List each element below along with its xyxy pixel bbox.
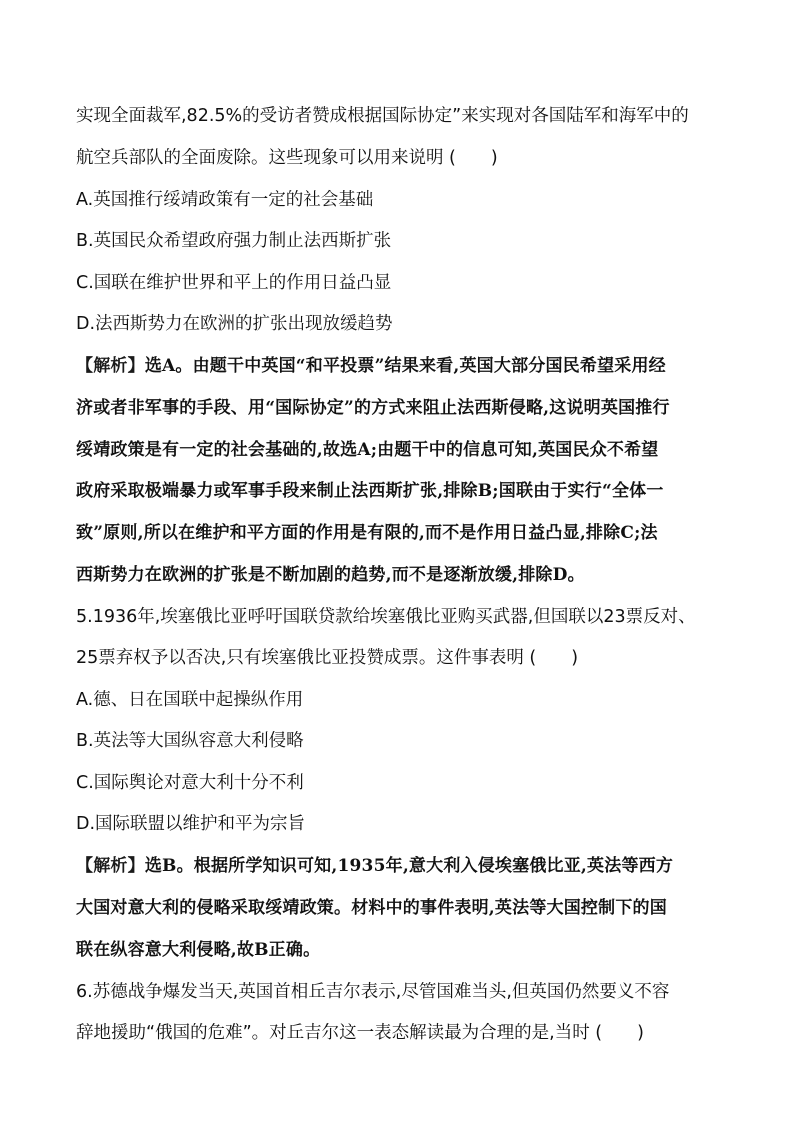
q4-option-a: A.英国推行绥靖政策有一定的社会基础 (76, 190, 374, 210)
q4-stem-line-2: 航空兵部队的全面废除。这些现象可以用来说明 ( ) (76, 148, 498, 168)
q5-stem-line-2: 25票弃权予以否决,只有埃塞俄比亚投赞成票。这件事表明 ( ) (76, 648, 579, 668)
q6-stem-line-1: 6.苏德战争爆发当天,英国首相丘吉尔表示,尽管国难当头,但英国仍然要义不容 (76, 982, 670, 1002)
q5-stem-line-1: 5.1936年,埃塞俄比亚呼吁国联贷款给埃塞俄比亚购买武器,但国联以23票反对、 (76, 607, 696, 627)
q4-option-d: D.法西斯势力在欧洲的扩张出现放缓趋势 (76, 314, 393, 334)
q4-analysis-label: 【解析】 (76, 356, 145, 376)
q5-analysis-line-1 (76, 854, 673, 878)
q4-analysis-line-5: 致”原则,所以在维护和平方面的作用是有限的,而不是作用日益凸显,排除C;法 (76, 523, 658, 543)
q4-analysis-line-6: 西斯势力在欧洲的扩张是不断加剧的趋势,而不是逐渐放缓,排除D。 (76, 565, 585, 585)
q4-analysis-line-2: 济或者非军事的手段、用“国际协定”的方式来阻止法西斯侵略,这说明英国推行 (76, 398, 670, 418)
q4-analysis-line-1 (76, 354, 666, 378)
q5-analysis-line-3: 联在纵容意大利侵略,故B正确。 (76, 940, 321, 960)
q5-analysis-text-1: 选B。根据所学知识可知,1935年,意大利入侵埃塞俄比亚,英法等西方 (144, 856, 674, 876)
q4-stem-line-1: 实现全面裁军,82.5%的受访者赞成根据国际协定”来实现对各国陆军和海军中的 (76, 106, 689, 126)
q4-analysis-text-1: 选A。由题干中英国“和平投票”结果来看,英国大部分国民希望采用经 (144, 356, 666, 376)
q4-analysis-line-4: 政府采取极端暴力或军事手段来制止法西斯扩张,排除B;国联由于实行“全体一 (76, 481, 664, 501)
q4-option-b: B.英国民众希望政府强力制止法西斯扩张 (76, 231, 392, 251)
q5-analysis-line-2: 大国对意大利的侵略采取绥靖政策。材料中的事件表明,英法等大国控制下的国 (76, 898, 667, 918)
q5-option-d: D.国际联盟以维护和平为宗旨 (76, 814, 306, 834)
q4-option-c: C.国联在维护世界和平上的作用日益凸显 (76, 273, 392, 293)
q5-option-a: A.德、日在国联中起操纵作用 (76, 690, 304, 710)
q5-option-b: B.英法等大国纵容意大利侵略 (76, 731, 304, 751)
q6-stem-line-2: 辞地援助“俄国的危难”。对丘吉尔这一表态解读最为合理的是,当时 ( ) (76, 1023, 644, 1043)
q4-analysis-line-3: 绥靖政策是有一定的社会基础的,故选A;由题干中的信息可知,英国民众不希望 (76, 440, 659, 460)
q5-analysis-label: 【解析】 (76, 856, 145, 876)
q5-option-c: C.国际舆论对意大利十分不利 (76, 773, 304, 793)
